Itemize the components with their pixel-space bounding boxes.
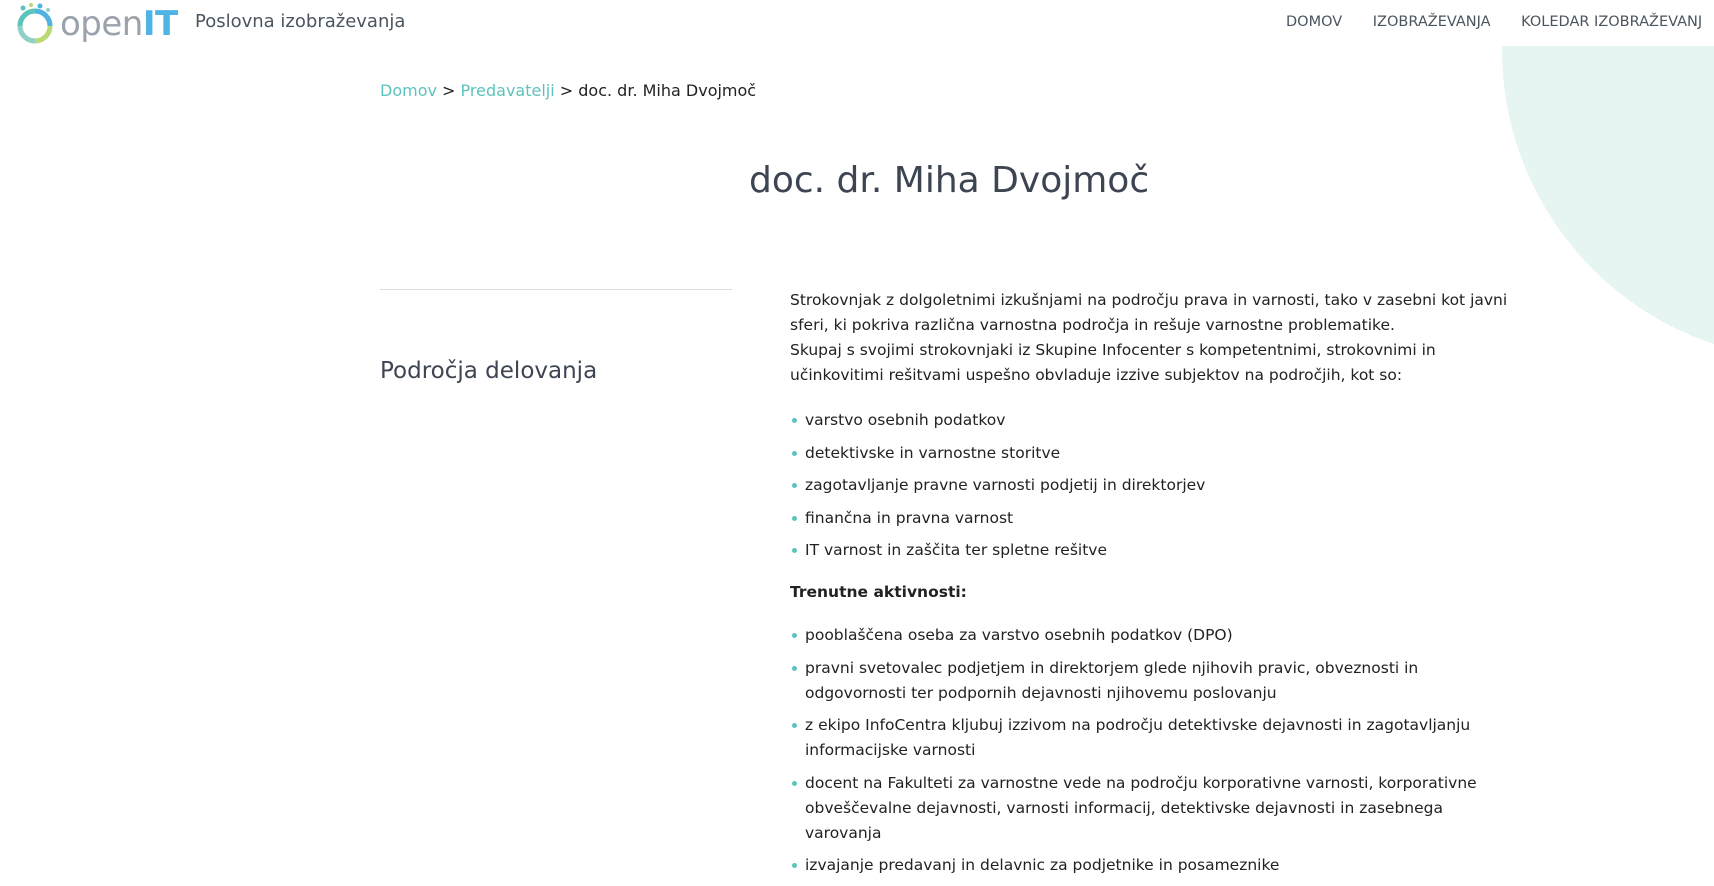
logo-ring-icon [13,2,57,46]
areas-list [790,408,1520,563]
site-logo[interactable] [13,2,183,46]
main-nav [1286,14,1714,30]
list-item: pravni svetovalec podjetjem in direktorjem glede njihovih pravic, obveznosti in odgovornosti ter podpornih dejavnosti njihovemu poslovanju [790,656,1520,706]
lecturer-bio [790,288,1520,886]
breadcrumb-separator: > [442,81,456,100]
list-item: pooblaščena oseba za varstvo osebnih podatkov (DPO) [790,623,1520,648]
breadcrumb-home-link[interactable]: Domov [380,81,437,100]
site-subtitle[interactable]: Poslovna izobraževanja [195,11,406,32]
nav-item-izobrazevanja[interactable]: IZOBRAŽEVANJA [1372,14,1491,30]
bio-intro-paragraph: Skupaj s svojimi strokovnjaki iz Skupine Infocenter s kompetentnimi, strokovnimi in učinkovitimi rešitvami uspešno obvladuje izzive subjektov na področjih, kot so: [790,341,1436,384]
logo-wordmark: openIT [60,4,178,44]
list-item: zagotavljanje pravne varnosti podjetij in direktorjev [790,473,1520,498]
list-item: IT varnost in zaščita ter spletne rešitve [790,538,1520,563]
list-item: detektivske in varnostne storitve [790,441,1520,466]
list-item: izvajanje predavanj in delavnic za podjetnike in posameznike [790,853,1520,878]
sidebar-heading: Področja delovanja [380,358,598,384]
background-decoration-circle [1502,0,1714,360]
breadcrumb [380,81,756,100]
page-title: doc. dr. Miha Dvojmoč [749,160,1150,201]
bio-intro-paragraph: Strokovnjak z dolgoletnimi izkušnjami na področju prava in varnosti, tako v zasebni kot javni sferi, ki pokriva različna varnostna področja in rešuje varnostne problematike. [790,291,1508,334]
activities-list [790,623,1520,878]
nav-item-koledar-izobrazevanj[interactable]: KOLEDAR IZOBRAŽEVANJ [1521,14,1703,30]
activities-heading: Trenutne aktivnosti: [790,583,967,602]
nav-item-domov[interactable]: DOMOV [1286,14,1343,30]
list-item: docent na Fakulteti za varnostne vede na področju korporativne varnosti, korporativne obveščevalne dejavnosti, varnosti informacij, detektivske dejavnosti in zasebnega varovanja [790,771,1520,846]
sidebar-divider [380,289,732,290]
breadcrumb-lecturers-link[interactable]: Predavatelji [460,81,555,100]
list-item: z ekipo InfoCentra kljubuj izzivom na področju detektivske dejavnosti in zagotavljanju informacijske varnosti [790,713,1520,763]
list-item: finančna in pravna varnost [790,506,1520,531]
breadcrumb-separator: > [559,81,574,100]
breadcrumb-current: doc. dr. Miha Dvojmoč [578,81,757,100]
list-item: varstvo osebnih podatkov [790,408,1520,433]
site-header [0,0,1714,46]
